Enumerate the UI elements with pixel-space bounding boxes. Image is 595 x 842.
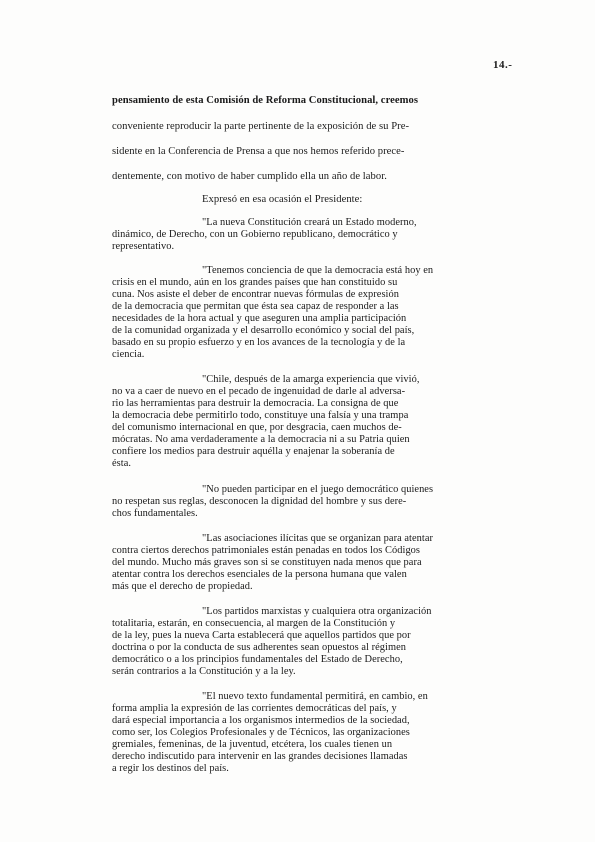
quote-line: atentar contra los derechos esenciales de la persona humana que valen <box>112 569 407 580</box>
quote-line: derecho indiscutido para intervenir en las grandes decisiones llamadas <box>112 751 408 762</box>
quote-line: "Los partidos marxistas y cualquiera otra organización <box>202 606 432 617</box>
intro-line: conveniente reproducir la parte pertinente de la exposición de su Pre- <box>112 121 410 132</box>
quote-line: "La nueva Constitución creará un Estado moderno, <box>202 217 417 228</box>
quote-line: ciencia. <box>112 349 145 360</box>
quote-line: "Chile, después de la amarga experiencia que vivió, <box>202 374 420 385</box>
quote-line: "Tenemos conciencia de que la democracia está hoy en <box>202 265 434 276</box>
quote-line: no va a caer de nuevo en el pecado de ingenuidad de darle al adversa- <box>112 386 406 397</box>
quote-line: gremiales, femeninas, de la juventud, etcétera, los cuales tienen un <box>112 739 393 750</box>
quote-line: de la democracia que permitan que ésta sea capaz de responder a las <box>112 301 399 312</box>
quote-line: forma amplia la expresión de las corrientes democráticas del país, y <box>112 703 397 714</box>
intro-line: dentemente, con motivo de haber cumplido ella un año de labor. <box>112 171 387 182</box>
quote-line: serán contrarios a la Constitución y a la ley. <box>112 666 296 677</box>
quote-line: de la comunidad organizada y el desarrollo económico y social del país, <box>112 325 415 336</box>
quote-line: confiere los medios para destruir aquélla y enajenar la soberanía de <box>112 446 395 457</box>
intro-line: Expresó en esa ocasión el Presidente: <box>202 194 363 205</box>
quote-line: de la ley, pues la nueva Carta establecerá que aquellos partidos que por <box>112 630 411 641</box>
quote-line: totalitaria, estarán, en consecuencia, al margen de la Constitución y <box>112 618 396 629</box>
quote-line: cuna. Nos asiste el deber de encontrar nuevas fórmulas de expresión <box>112 289 399 300</box>
quote-line: crisis en el mundo, aún en los grandes países que han constituido su <box>112 277 398 288</box>
quote-line: doctrina o por la conducta de sus adherentes sean opuestos al régimen <box>112 642 407 653</box>
quote-line: "El nuevo texto fundamental permitirá, en cambio, en <box>202 691 428 702</box>
quote-line: como ser, los Colegios Profesionales y de Técnicos, las organizaciones <box>112 727 410 738</box>
quote-line: chos fundamentales. <box>112 508 198 519</box>
quote-line: la democracia debe permitirlo todo, constituye una falsía y una trampa <box>112 410 409 421</box>
quote-line: contra ciertos derechos patrimoniales están penadas en todos los Códigos <box>112 545 421 556</box>
quote-line: mócratas. No ama verdaderamente a la democracia ni a su Patria quien <box>112 434 410 445</box>
quote-line: necesidades de la hora actual y que aseguren una amplia participación <box>112 313 407 324</box>
quote-line: del mundo. Mucho más graves son si se constituyen nada menos que para <box>112 557 422 568</box>
intro-line: sidente en la Conferencia de Prensa a que nos hemos referido prece- <box>112 146 405 157</box>
intro-line: pensamiento de esta Comisión de Reforma Constitucional, creemos <box>112 95 419 106</box>
quote-line: democrático o a los principios fundamentales del Estado de Derecho, <box>112 654 403 665</box>
quote-line: basado en su propio esfuerzo y en los avances de la tecnología y de la <box>112 337 406 348</box>
quote-line: "Las asociaciones ilícitas que se organizan para atentar <box>202 533 434 544</box>
quote-line: "No pueden participar en el juego democrático quienes <box>202 484 434 495</box>
quote-line: rio las herramientas para destruir la democracia. La consigna de que <box>112 398 399 409</box>
quote-line: no respetan sus reglas, desconocen la dignidad del hombre y sus dere- <box>112 496 407 507</box>
quote-line: ésta. <box>112 458 132 469</box>
quote-line: del comunismo internacional en que, por desgracia, caen muchos de- <box>112 422 402 433</box>
page-number: 14.- <box>493 59 513 71</box>
quote-line: a regir los destinos del país. <box>112 763 229 774</box>
quote-line: más que el derecho de propiedad. <box>112 581 253 592</box>
quote-line: dinámico, de Derecho, con un Gobierno republicano, democrático y <box>112 229 398 240</box>
quote-line: dará especial importancia a los organismos intermedios de la sociedad, <box>112 715 410 726</box>
quote-line: representativo. <box>112 241 175 252</box>
